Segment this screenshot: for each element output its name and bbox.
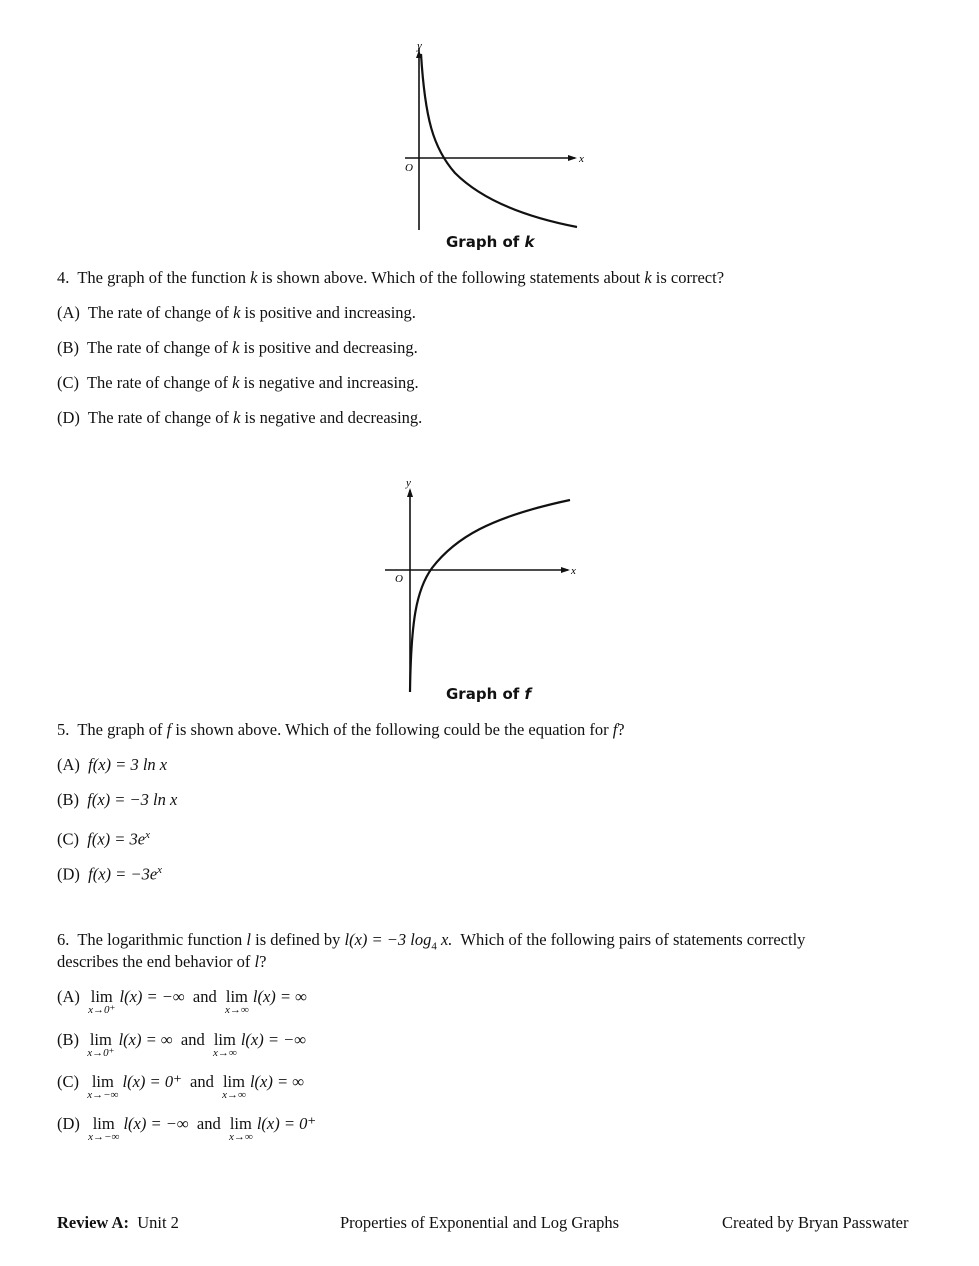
question-6: 6. The logarithmic function l is defined by l(x) = −3 $\log_4 x$. Which of the following pairs of statements correctly <box>57 930 806 953</box>
x-axis-arrow <box>568 155 577 161</box>
question-6-line2: describes the end behavior of l? <box>57 952 267 971</box>
x-axis-label: x <box>571 565 576 577</box>
q5-option-d[interactable]: (D) $f(x) = -3e^x$ <box>57 864 163 884</box>
q5-option-c[interactable]: (C) $f(x) = 3e^x$ <box>57 829 150 849</box>
q6-option-c[interactable]: (C) lim x→−∞ l(x) = 0⁺ and lim x→∞ l(x) = ∞ <box>57 1072 305 1101</box>
q4-option-d[interactable]: (D) The rate of change of k is negative and decreasing. <box>57 408 423 427</box>
question-4: 4. The graph of the function k is shown above. Which of the following statements about k is correct? <box>57 268 725 287</box>
footer-right: Created by Bryan Passwater <box>722 1213 909 1232</box>
q5-option-a[interactable]: (A) f(x) = 3 ln x <box>57 755 168 774</box>
y-axis-label: y <box>417 40 422 52</box>
origin-label: O <box>395 573 403 585</box>
graph-k-caption: Graph of k <box>446 233 535 251</box>
graph-f-caption: Graph of f <box>446 685 532 703</box>
q6-option-a[interactable]: (A) lim x→0⁺ l(x) = −∞ and lim x→∞ l(x) = ∞ <box>57 987 307 1016</box>
footer-center: Properties of Exponential and Log Graphs <box>340 1213 620 1232</box>
x-axis-label: x <box>579 153 584 165</box>
question-5: 5. The graph of f is shown above. Which of the following could be the equation for f? <box>57 720 625 739</box>
q4-option-c[interactable]: (C) The rate of change of k is negative and increasing. <box>57 373 419 392</box>
graph-k <box>395 38 595 238</box>
x-axis-arrow <box>561 567 570 573</box>
q6-option-b[interactable]: (B) lim x→0⁺ l(x) = ∞ and lim x→∞ l(x) = −∞ <box>57 1030 306 1059</box>
y-axis-label: y <box>406 477 411 489</box>
q4-option-a[interactable]: (A) The rate of change of k is positive and increasing. <box>57 303 416 322</box>
curve-f <box>410 500 570 692</box>
origin-label: O <box>405 162 413 174</box>
graph-f <box>380 472 590 697</box>
curve-k <box>421 54 577 227</box>
q6-option-d[interactable]: (D) lim x→−∞ l(x) = −∞ and lim x→∞ l(x) = 0⁺ <box>57 1114 317 1143</box>
footer-left: Review A: Unit 2 <box>57 1213 179 1232</box>
q5-option-b[interactable]: (B) f(x) = −3 ln x <box>57 790 178 809</box>
q4-option-b[interactable]: (B) The rate of change of k is positive and decreasing. <box>57 338 418 357</box>
y-axis-arrow <box>407 488 413 497</box>
